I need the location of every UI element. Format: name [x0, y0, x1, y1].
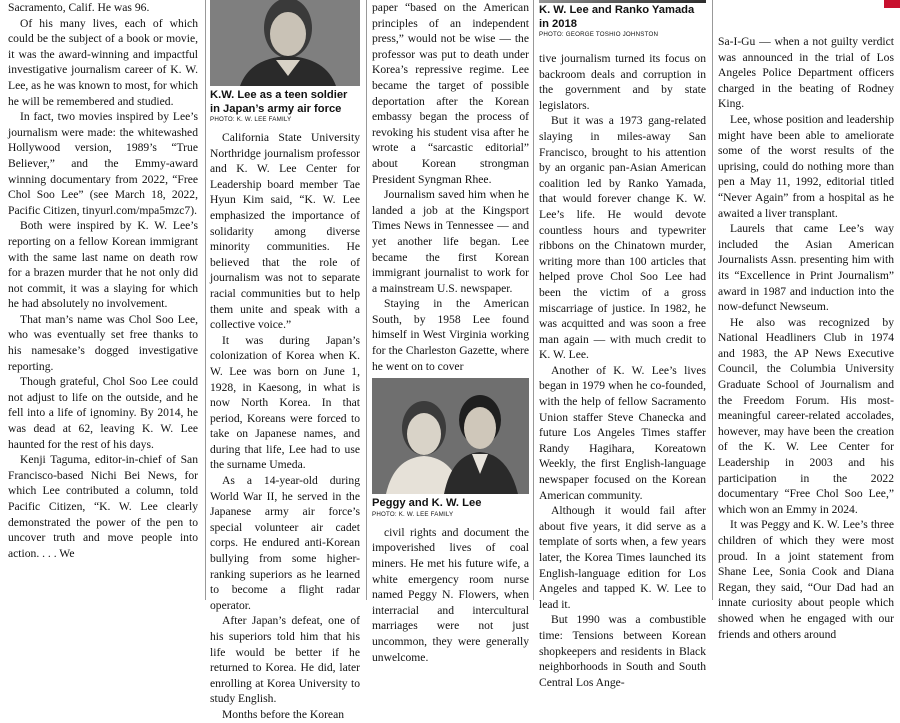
photo-teen-soldier-image	[210, 0, 360, 86]
paragraph: Journalism saved him when he landed a job at the Kingsport Times News in Tennessee — and yet another life began. Lee became the first Korean immigrant journalist to work for a mainstream U.S. newspaper.	[372, 188, 529, 295]
article-column-2	[210, 0, 360, 721]
photo-couple	[372, 378, 529, 494]
paragraph: But 1990 was a combustible time: Tensions between Korean shopkeepers and residents in Black neighborhoods in South and South Central Los Ange-	[539, 613, 706, 689]
photo-caption: K.W. Lee as a teen soldier in Japan’s army air force	[210, 89, 348, 115]
paragraph: Another of K. W. Lee’s lives began in 1979 when he co-founded, with the help of fellow Sacramento Union staffer Steve Chanecka and future Los Angeles Times staffer Randy Hagihara, Koreatown Weekly, the first English-language newspaper focused on the Korean American community.	[539, 363, 706, 502]
article-column-1	[8, 0, 198, 600]
photo-teen-soldier	[210, 0, 360, 86]
paragraph: Lee, whose position and leadership might have been able to ameliorate some of the worst results of the uprising, could do nothing more than pen a May 11, 1992, editorial titled “Never Again” from a hospital as he awaited a liver transplant.	[718, 112, 894, 220]
article-column-3	[372, 0, 529, 664]
paragraph: That man’s name was Chol Soo Lee, who was eventually set free thanks to his namesake’s dogged investigative reporting.	[8, 312, 198, 373]
paragraph: Months before the Korean	[222, 707, 345, 721]
paragraph: Though grateful, Chol Soo Lee could not adjust to life on the outside, and he fell into a life of ignominy. By 2014, he was dead at 62, leaving K. W. Lee haunted for the rest of his days.	[8, 375, 198, 451]
paragraph: It was during Japan’s colonization of Korea when K. W. Lee was born on June 1, 1928, in Kaesong, in what is now North Korea. In that period, Koreans were forced to take on Japanese names, and during that life, Lee had to use the surname Umeda.	[210, 333, 360, 472]
paragraph: paper “based on the American principles of an independent press,” would not be wise — the professor was put to death under Korea’s repressive regime. Lee became the target of possible deportation after the Korean embassy began the process of revoking his student visa after he wrote a “sarcastic editorial” about Korean strongman President Syngman Rhee.	[372, 1, 529, 186]
photo-credit: PHOTO: GEORGE TOSHIO JOHNSTON	[539, 31, 659, 38]
article-column-4	[539, 0, 706, 689]
column-rule	[712, 0, 713, 600]
paragraph: But it was a 1973 gang-related slaying in miles-away San Francisco, brought to his attention by an organic pan-Asian American coalition led by Ranko Yamada, that would forever change K. W. Lee’s life. He would devote countless hours and typewriter ribbons on the Chinatown murder, writing more than 100 articles that helped prove Chol Soo Lee had been the victim of a gross miscarriage of justice. In 1982, he was acquitted and was soon a free man again — with much credit to K. W. Lee.	[539, 114, 706, 362]
paragraph: Sa-I-Gu — when a not guilty verdict was announced in the trial of Los Angeles Police Department officers charged in the beating of Rodney King.	[718, 35, 894, 111]
paragraph: tive journalism turned its focus on backroom deals and corruption in the government and by state legislators.	[539, 52, 706, 112]
paragraph: Sacramento, Calif. He was 96.	[8, 1, 150, 14]
paragraph: Kenji Taguma, editor-in-chief of San Francisco-based Nichi Bei News, for which Lee contributed a column, told Pacific Citizen, “K. W. Lee clearly demonstrated the power of the pen to uncover truth and move people into action. . . . We	[8, 453, 198, 560]
paragraph: Staying in the American South, by 1958 Lee found himself in West Virginia working for the Charleston Gazette, where he went on to cover	[372, 297, 529, 373]
paragraph: civil rights and document the impoverished lives of coal miners. He met his future wife, a white emergency room nurse named Peggy N. Flowers, when interracial and intercultural marriages were not just uncommon, they were generally unwelcome.	[372, 525, 529, 664]
photo-caption: K. W. Lee and Ranko Yamada in 2018	[539, 4, 695, 30]
paragraph: Laurels that came Lee’s way included the Asian American Journalists Assn. presenting him with its “Excellence in Print Journalism” award in 1987 and induction into the now-defunct Newseum.	[718, 222, 894, 314]
paragraph: California State University Northridge journalism professor and K. W. Lee Center for Leadership board member Tae Hyun Kim said, “K. W. Lee emphasized the importance of solidarity among diverse minority communities. He believed that the role of journalism was not to separate racial communities but to help them unite and speak with a collective voice.”	[210, 131, 360, 332]
paragraph: He also was recognized by National Headliners Club in 1974 and 1983, the AP News Executive Council, the Columbia University Graduate School of Journalism and the Freedom Forum. His most-meaningful career-related accolades, however, may have been the creation of the K. W. Lee Center for Leadership in 2003 and his participation in the 2022 documentary “Free Chol Soo Lee,” which won an Emmy in 2024.	[718, 315, 894, 516]
paragraph: Both were inspired by K. W. Lee’s reporting on a fellow Korean immigrant with the same last name on death row for a brazen murder that he not only did not commit, it was a slaying for which he had absolutely no involvement.	[8, 219, 198, 311]
section-badge	[884, 0, 900, 8]
paragraph: In fact, two movies inspired by Lee’s journalism were made: the whitewashed Hollywood version, 1989’s “True Believer,” and the Emmy-award winning documentary from 2022, “Free Chol Soo Lee” (see March 18, 2022, Pacific Citizen, tinyurl.com/mpa5mzc7).	[8, 110, 198, 217]
photo-credit: PHOTO: K. W. LEE FAMILY	[210, 116, 292, 123]
paragraph: As a 14-year-old during World War II, he served in the Japanese army air force’s special volunteer air cadet corps. He endured anti-Korean bullying from some higher-ranking superiors as he learned to become a flight radar operator.	[210, 474, 360, 612]
column-rule	[533, 0, 534, 600]
paragraph: Although it would fail after about five years, it did serve as a template of sorts when, a few years later, the Korea Times launched its English-language edition for Los Angeles and tapped K. W. Lee to lead it.	[539, 504, 706, 611]
column-rule	[366, 0, 367, 600]
column-rule	[205, 0, 206, 600]
article-column-5	[718, 34, 894, 641]
paragraph: After Japan’s defeat, one of his superiors told him that his life would be better if he returned to Korea. He did, later enrolling at Korea University to study English.	[210, 614, 360, 706]
photo-caption: Peggy and K. W. Lee	[372, 497, 482, 510]
photo-couple-image	[372, 378, 529, 494]
photo-lee-yamada	[539, 0, 706, 3]
photo-credit: PHOTO: K. W. LEE FAMILY	[372, 510, 454, 518]
paragraph: It was Peggy and K. W. Lee’s three children of which they were most proud. In a joint statement from Shane Lee, Sonia Cook and Diana Regan, they said, “Our Dad had an innate curiosity about people which showed when he engaged with our friends and others around	[718, 518, 894, 641]
paragraph: Of his many lives, each of which could be the subject of a book or movie, it was the award-winning and impactful investigative journalism career of K. W. Lee, as he was known to most, for which he will be remembered and studied.	[8, 16, 198, 108]
